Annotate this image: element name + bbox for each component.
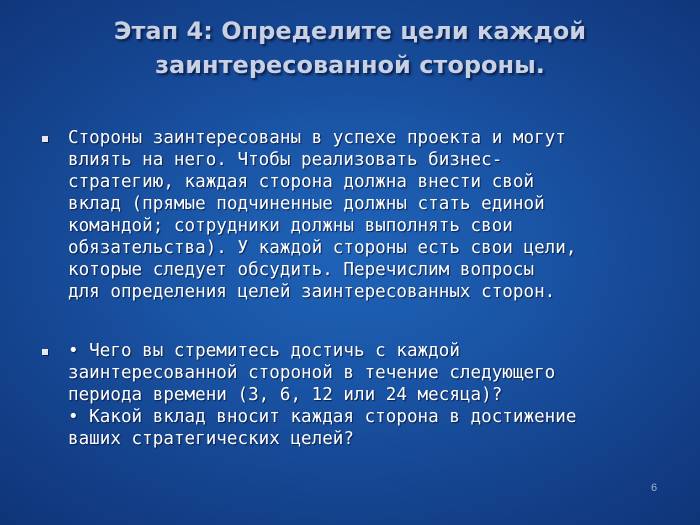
bullet-line: Стороны заинтересованы в успехе проекта и могут xyxy=(68,128,566,148)
bullet-line: стратегию, каждая сторона должна внести свой xyxy=(68,172,535,192)
bullet-text xyxy=(68,340,668,450)
bullet-line: • Какой вклад вносит каждая сторона в достижение xyxy=(68,407,577,427)
bullet-line: для определения целей заинтересованных сторон. xyxy=(68,282,556,302)
bullet-line: которые следует обсудить. Перечислим вопросы xyxy=(68,260,535,280)
bullet-text xyxy=(68,127,668,303)
slide-title-line: заинтересованной стороны. xyxy=(155,51,545,79)
bullet-line: периода времени (3, 6, 12 или 24 месяца)? xyxy=(68,385,503,405)
bullet-line: влиять на него. Чтобы реализовать бизнес- xyxy=(68,150,503,170)
square-bullet-icon xyxy=(42,349,48,355)
square-bullet-icon xyxy=(42,136,48,142)
bullet-line: обязательства). У каждой стороны есть свои цели, xyxy=(68,238,577,258)
page-number: 6 xyxy=(650,482,658,494)
slide-title-line: Этап 4: Определите цели каждой xyxy=(113,17,587,45)
bullet-line: командой; сотрудники должны выполнять свои xyxy=(68,216,513,236)
bullet-line: ваших стратегических целей? xyxy=(68,429,354,449)
bullet-line: заинтересованной стороной в течение следующего xyxy=(68,363,556,383)
bullet-line: • Чего вы стремитесь достичь с каждой xyxy=(68,341,460,361)
bullet-line: вклад (прямые подчиненные должны стать единой xyxy=(68,194,545,214)
